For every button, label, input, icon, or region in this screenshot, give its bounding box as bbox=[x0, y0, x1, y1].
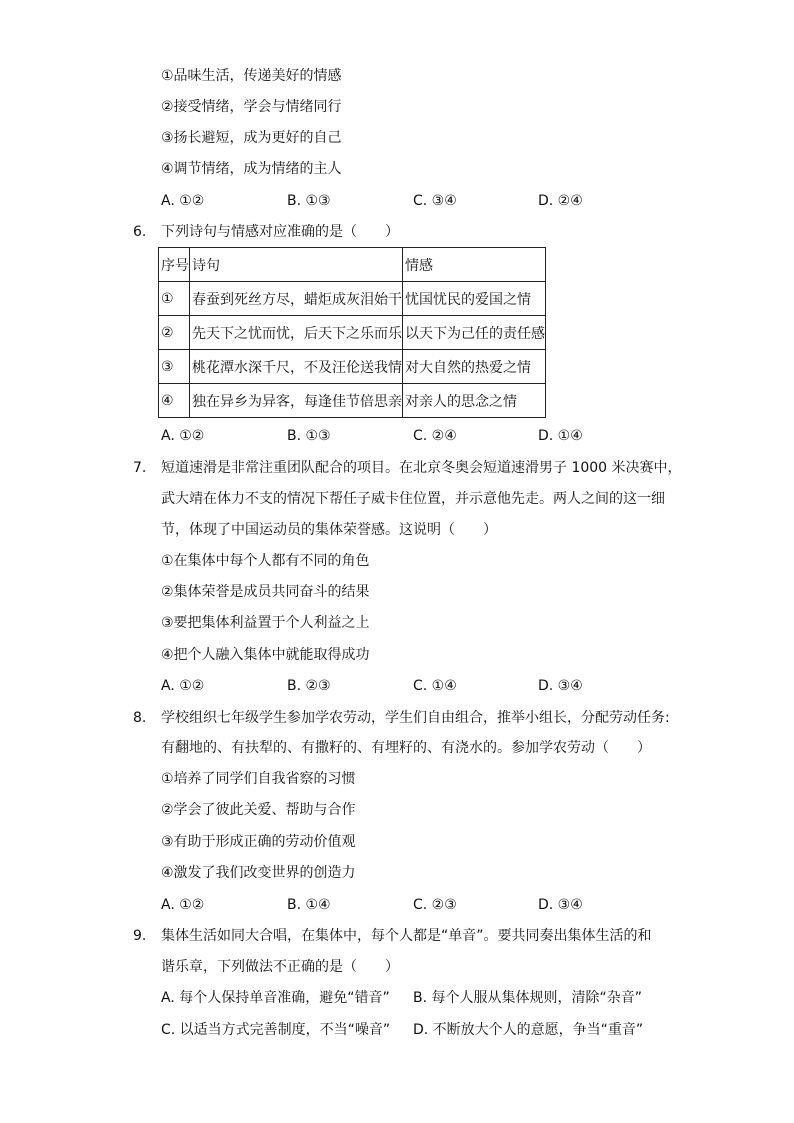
q9-stem-line-2: 谐乐章，下列做法不正确的是（ ） bbox=[161, 959, 399, 975]
q7-number: 7. bbox=[133, 460, 147, 476]
q5-option-b: B. ①③ bbox=[287, 193, 331, 209]
table-cell: 先天下之忧而忧，后天下之乐而乐 bbox=[190, 316, 403, 350]
q6-stem: 下列诗句与情感对应准确的是（ ） bbox=[161, 224, 399, 240]
table-row bbox=[159, 282, 546, 316]
q8-option-c: C. ②③ bbox=[413, 897, 457, 913]
q5-statement-2: ②接受情绪，学会与情绪同行 bbox=[161, 99, 342, 115]
q8-option-b: B. ①④ bbox=[287, 897, 331, 913]
q8-statement-2: ②学会了彼此关爱、帮助与合作 bbox=[161, 802, 356, 818]
q9-stem-line-1: 集体生活如同大合唱，在集体中，每个人都是“单音”。要共同奏出集体生活的和 bbox=[161, 928, 652, 944]
q8-option-a: A. ①② bbox=[161, 897, 205, 913]
q6-option-a: A. ①② bbox=[161, 428, 205, 444]
q7-option-a: A. ①② bbox=[161, 678, 205, 694]
table-cell: 忧国忧民的爱国之情 bbox=[403, 282, 546, 316]
q8-option-d: D. ③④ bbox=[538, 897, 583, 913]
q7-stem-line-1: 短道速滑是非常注重团队配合的项目。在北京冬奥会短道速滑男子 1000 米决赛中， bbox=[161, 460, 682, 476]
table-row bbox=[159, 384, 546, 418]
table-cell: ② bbox=[159, 316, 190, 350]
table-header-cell: 情感 bbox=[403, 248, 546, 282]
q8-stem-line-2: 有翻地的、有扶犁的、有撒籽的、有埋籽的、有浇水的。参加学农劳动（ ） bbox=[161, 740, 651, 756]
table-cell: ③ bbox=[159, 350, 190, 384]
table-cell: ① bbox=[159, 282, 190, 316]
q8-statement-3: ③有助于形成正确的劳动价值观 bbox=[161, 834, 356, 850]
table-cell: 独在异乡为异客，每逢佳节倍思亲 bbox=[190, 384, 403, 418]
q7-statement-4: ④把个人融入集体中就能取得成功 bbox=[161, 647, 370, 663]
q7-stem-line-3: 节，体现了中国运动员的集体荣誉感。这说明（ ） bbox=[161, 522, 497, 538]
q9-option-c: C. 以适当方式完善制度，不当“噪音” bbox=[161, 1022, 391, 1038]
q6-option-d: D. ①④ bbox=[538, 428, 583, 444]
q9-option-b: B. 每个人服从集体规则，清除“杂音” bbox=[413, 990, 643, 1006]
table-cell: 以天下为己任的责任感 bbox=[403, 316, 546, 350]
q8-statement-1: ①培养了同学们自我省察的习惯 bbox=[161, 771, 356, 787]
table-row bbox=[159, 316, 546, 350]
q5-option-c: C. ③④ bbox=[413, 193, 457, 209]
table-header-row bbox=[159, 248, 546, 282]
q5-statement-4: ④调节情绪，成为情绪的主人 bbox=[161, 161, 342, 177]
q7-statement-3: ③要把集体利益置于个人利益之上 bbox=[161, 615, 370, 631]
q6-number: 6. bbox=[133, 224, 147, 240]
table-cell: 桃花潭水深千尺，不及汪伦送我情 bbox=[190, 350, 403, 384]
q6-option-c: C. ②④ bbox=[413, 428, 457, 444]
table-cell: 春蚕到死丝方尽，蜡炬成灰泪始干 bbox=[190, 282, 403, 316]
q9-option-d: D. 不断放大个人的意愿，争当“重音” bbox=[413, 1022, 644, 1038]
q5-statement-3: ③扬长避短，成为更好的自己 bbox=[161, 130, 342, 146]
q7-stem-line-2: 武大靖在体力不支的情况下帮任子威卡住位置，并示意他先走。两人之间的这一细 bbox=[161, 491, 665, 507]
table-header-cell: 诗句 bbox=[190, 248, 403, 282]
table-cell: 对大自然的热爱之情 bbox=[403, 350, 546, 384]
poem-emotion-table bbox=[158, 247, 546, 418]
q5-option-d: D. ②④ bbox=[538, 193, 583, 209]
q8-statement-4: ④激发了我们改变世界的创造力 bbox=[161, 865, 356, 881]
q7-option-b: B. ②③ bbox=[287, 678, 331, 694]
table-header-cell: 序号 bbox=[159, 248, 190, 282]
q7-option-d: D. ③④ bbox=[538, 678, 583, 694]
q6-option-b: B. ①③ bbox=[287, 428, 331, 444]
q8-stem-line-1: 学校组织七年级学生参加学农劳动，学生们自由组合，推举小组长，分配劳动任务: bbox=[161, 710, 670, 726]
q7-statement-2: ②集体荣誉是成员共同奋斗的结果 bbox=[161, 584, 370, 600]
table-cell: 对亲人的思念之情 bbox=[403, 384, 546, 418]
q7-statement-1: ①在集体中每个人都有不同的角色 bbox=[161, 553, 370, 569]
q7-option-c: C. ①④ bbox=[413, 678, 457, 694]
table-cell: ④ bbox=[159, 384, 190, 418]
q9-option-a: A. 每个人保持单音准确，避免“错音” bbox=[161, 990, 390, 1006]
q5-statement-1: ①品味生活，传递美好的情感 bbox=[161, 68, 342, 84]
table-row bbox=[159, 350, 546, 384]
q8-number: 8. bbox=[133, 710, 147, 726]
q5-option-a: A. ①② bbox=[161, 193, 205, 209]
q9-number: 9. bbox=[133, 928, 147, 944]
